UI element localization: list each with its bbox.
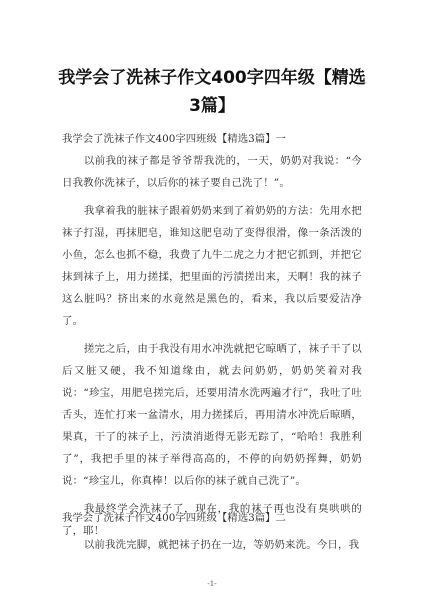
section-1-body: [62, 150, 362, 542]
paragraph-4: 我最终学会洗袜子了，现在，我的袜子再也没有臭哄哄的了，耶！: [62, 503, 362, 537]
page-number: -1-: [207, 580, 217, 588]
paragraph-2: 我拿着我的脏袜子跟着奶奶来到了着奶奶的方法：先用水把袜子打湿，再抹肥皂，谁知这肥皂动了变得很滑，像一条活泼的小鱼，怎么也抓不稳，我费了九牛二虎之力才把它抓到，并把它抹到袜子上，用力搓揉，把里面的污渍搓出来，天啊！我的袜子这么脏吗？挤出来的水竟然是黑色的，看来，我以后要爱洁净了。: [62, 205, 362, 327]
title-line-2: 3篇】: [189, 96, 235, 116]
section-2-heading: 我学会了洗袜子作文400字四班级【精选3篇】二: [62, 512, 286, 524]
section-1-heading: 我学会了洗袜子作文400字四班级【精选3篇】一: [62, 133, 286, 145]
document-title: [50, 64, 374, 120]
section-2-body: [62, 534, 362, 556]
title-line-1: 我学会了洗袜子作文400字四年级【精选: [58, 68, 366, 88]
paragraph-1: 以前我的袜子都是爷爷帮我洗的，一天，奶奶对我说：“今日我教你洗袜子，以后你的袜子要自己洗了！”。: [62, 155, 362, 189]
paragraph-5: 以前我洗完脚，就把袜子扔在一边，等奶奶来洗。今日，我: [83, 539, 360, 551]
paragraph-3: 搓完之后，由于我没有用水冲洗就把它晾晒了，袜子干了以后又脏又硬，我不知道缘由，就去问奶奶，奶奶笑着对我说：“珍宝，用肥皂搓完后，还要用清水洗两遍才行”，我吐了吐舌头，连忙打来一盆清水，用力搓揉后，再用清水冲洗后晾晒，果真，干了的袜子上，污渍消逝得无影无踪了，“哈哈！我胜利了”，我把手里的袜子举得高高的，不停的向奶奶挥舞，奶奶说：“珍宝儿，你真棒！以后你的袜子就自己洗了”。: [62, 343, 362, 487]
